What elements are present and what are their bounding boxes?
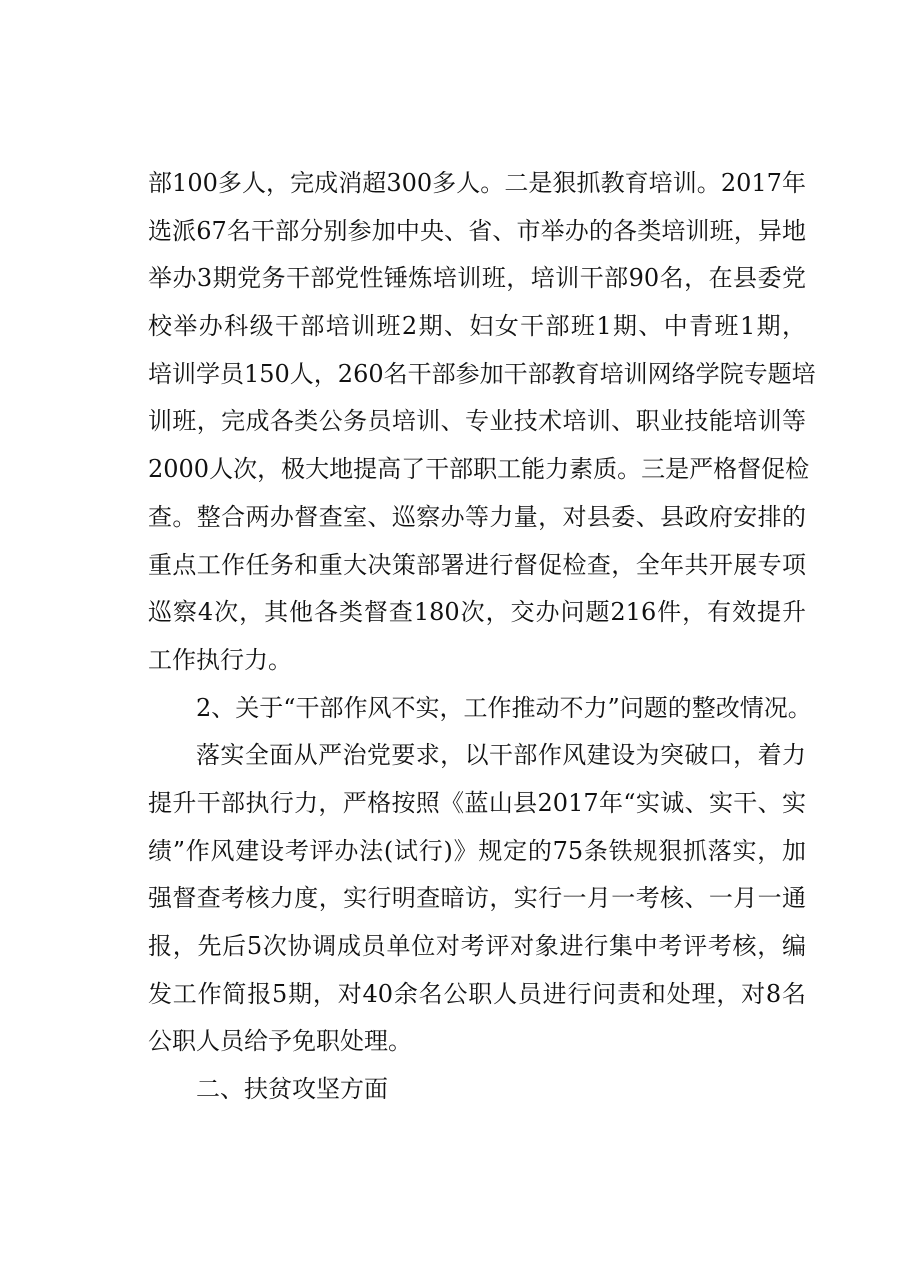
text-line: 落实全面从严治党要求，以干部作风建设为突破口，着力 — [196, 741, 806, 770]
text-line: 选派67名干部分别参加中央、省、市举办的各类培训班，异地 — [148, 216, 806, 245]
text-line: 发工作简报5期，对40余名公职人员进行问责和处理，对8名 — [148, 979, 806, 1008]
paragraph-training — [148, 160, 816, 685]
text-line: 巡察4次，其他各类督查180次，交办问题216件，有效提升 — [148, 598, 806, 627]
section-heading-poverty — [148, 1066, 806, 1114]
text-line: 培训学员150人，260名干部参加干部教育培训网络学院专题培 — [148, 359, 816, 388]
text-line: 公职人员给予免职处理。 — [148, 1027, 412, 1056]
section-heading-2 — [148, 685, 812, 733]
text-line: 2、关于“干部作风不实，工作推动不力”问题的整改情况。 — [196, 693, 812, 722]
text-line: 二、扶贫攻坚方面 — [196, 1075, 388, 1104]
text-line: 报，先后5次协调成员单位对考评对象进行集中考评考核，编 — [148, 932, 806, 960]
text-line: 训班，完成各类公务员培训、专业技术培训、职业技能培训等 — [148, 407, 806, 436]
document-body — [148, 160, 816, 1114]
text-line: 部100多人，完成消超300多人。二是狠抓教育培训。2017年 — [148, 169, 806, 197]
text-line: 工作执行力。 — [148, 645, 292, 674]
text-line: 重点工作任务和重大决策部署进行督促检查，全年共开展专项 — [148, 550, 806, 579]
text-line: 提升干部执行力，严格按照《蓝山县2017年“实诚、实干、实 — [148, 788, 806, 817]
text-line: 查。整合两办督查室、巡察办等力量，对县委、县政府安排的 — [148, 502, 806, 531]
paragraph-work-style — [148, 732, 806, 1066]
text-line: 绩”作风建设考评办法(试行)》规定的75条铁规狠抓落实，加 — [148, 836, 806, 865]
text-line: 校举办科级干部培训班2期、妇女干部班1期、中青班1期， — [148, 312, 806, 341]
text-line: 强督查考核力度，实行明查暗访，实行一月一考核、一月一通 — [148, 884, 806, 913]
text-line: 举办3期党务干部党性锤炼培训班，培训干部90名，在县委党 — [148, 264, 806, 293]
text-line: 2000人次，极大地提高了干部职工能力素质。三是严格督促检 — [148, 455, 810, 484]
